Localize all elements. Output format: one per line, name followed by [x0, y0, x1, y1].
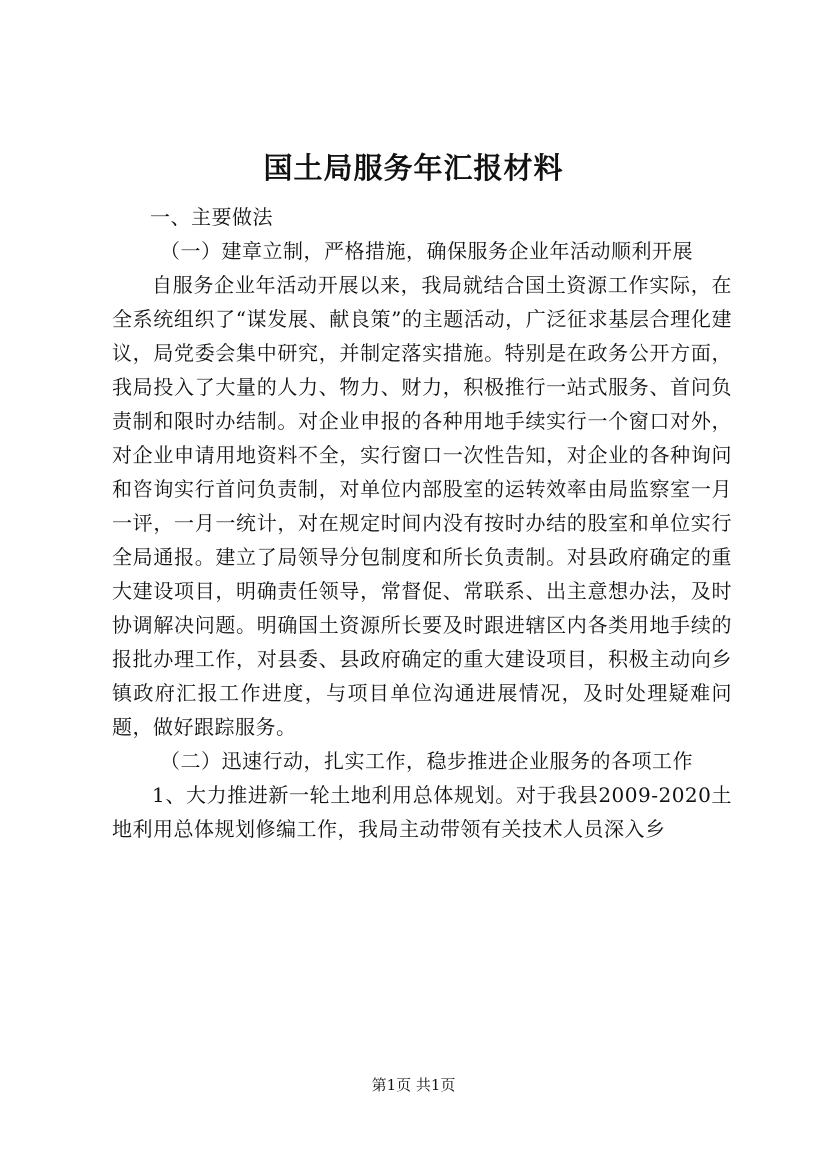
subsection-heading: （一）建章立制，严格措施，确保服务企业年活动顺利开展 [160, 239, 693, 263]
page-footer: 第1页 共1页 [371, 1076, 456, 1094]
body-paragraph: 1、大力推进新一轮土地利用总体规划。对于我县2009-2020土地利用总体规划修编工作，我局主动带领有关技术人员深入乡 [112, 783, 732, 841]
section-heading: 一、主要做法 [150, 205, 273, 229]
document-body [112, 200, 732, 846]
subsection-heading: （二）迅速行动，扎实工作，稳步推进企业服务的各项工作 [160, 749, 693, 773]
document-title: 国土局服务年汇报材料 [263, 151, 564, 185]
body-paragraph: 自服务企业年活动开展以来，我局就结合国土资源工作实际，在全系统组织了“谋发展、献良策”的主题活动，广泛征求基层合理化建议，局党委会集中研究，并制定落实措施。特别是在政务公开方面，我局投入了大量的人力、物力、财力，积极推行一站式服务、首问负责制和限时办结制。对企业申报的各种用地手续实行一个窗口对外，对企业申请用地资料不全，实行窗口一次性告知，对企业的各种询问和咨询实行首问负责制，对单位内部股室的运转效率由局监察室一月一评，一月一统计，对在规定时间内没有按时办结的股室和单位实行全局通报。建立了局领导分包制度和所长负责制。对县政府确定的重大建设项目，明确责任领导，常督促、常联系、出主意想办法，及时协调解决问题。明确国土资源所长要及时跟进辖区内各类用地手续的报批办理工作，对县委、县政府确定的重大建设项目，积极主动向乡镇政府汇报工作进度，与项目单位沟通进展情况，及时处理疑难问题，做好跟踪服务。 [112, 273, 732, 739]
